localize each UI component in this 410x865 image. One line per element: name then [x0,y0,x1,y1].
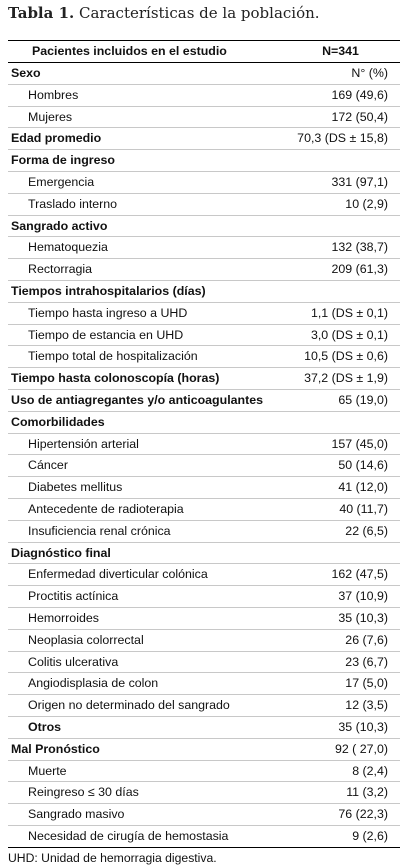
row-label: Sangrado activo [11,218,108,233]
row-label: Tiempos intrahospitalarios (días) [11,283,206,298]
table-row [8,564,400,586]
table-row [8,630,400,652]
row-value: 23 (6,7) [345,654,388,669]
footnote: UHD: Unidad de hemorragia digestiva. [8,851,217,865]
table-row [8,107,400,129]
row-value: 10 (2,9) [345,196,388,211]
row-value: N° (%) [351,66,388,80]
row-label: Hemorroides [28,610,99,625]
row-value: 3,0 (DS ± 0,1) [310,327,388,342]
table-row [8,826,400,848]
row-label: Origen no determinado del sangrado [28,698,230,713]
row-value: 17 (5,0) [345,676,388,691]
table-row [8,237,400,259]
table-row [8,739,400,761]
row-value: 11 (3,2) [346,785,388,800]
table-row [8,390,400,412]
row-value: 70,3 (DS ± 15,8) [297,131,388,146]
table-row [8,608,400,630]
table-row [8,586,400,608]
row-label: Comorbilidades [11,414,105,429]
row-label: Edad promedio [11,131,102,146]
table-row [8,804,400,826]
table-row [8,652,400,674]
row-label: Proctitis actínica [28,589,119,604]
row-value: 40 (11,7) [339,501,388,516]
header-patients: Pacientes incluidos en el estudio [32,44,227,58]
row-label: Traslado interno [28,196,118,211]
row-label: Sangrado masivo [28,807,125,822]
row-label: Cáncer [28,458,68,473]
row-label: Muerte [28,763,67,778]
table-row [8,63,400,85]
row-label: Hipertensión arterial [28,436,139,451]
population-table [8,40,400,848]
row-value: 162 (47,5) [331,567,388,582]
table-row [8,172,400,194]
row-label: Forma de ingreso [11,153,115,168]
table-caption [8,4,320,22]
row-label: Rectorragia [28,262,93,277]
row-value: 169 (49,6) [331,87,388,102]
row-value: 22 (6,5) [345,523,388,538]
row-value: 12 (3,5) [345,698,388,713]
row-value: 35 (10,3) [338,610,388,625]
row-value: 157 (45,0) [331,436,388,451]
table-row [8,521,400,543]
row-value: 35 (10,3) [338,719,388,734]
table-row [8,281,400,303]
table-row [8,761,400,783]
row-label: Diabetes mellitus [28,480,123,495]
row-value: 172 (50,4) [331,109,388,124]
table-row [8,194,400,216]
row-value: 41 (12,0) [338,480,388,495]
row-value: 37 (10,9) [338,589,388,604]
table-row [8,216,400,238]
table-row [8,455,400,477]
row-value: 331 (97,1) [331,174,388,189]
table-row [8,85,400,107]
row-value: 1,1 (DS ± 0,1) [310,305,388,320]
table-row [8,434,400,456]
table-row [8,695,400,717]
table-row [8,782,400,804]
table-row [8,259,400,281]
table-row [8,150,400,172]
row-value: 209 (61,3) [331,262,388,277]
row-label: Angiodisplasia de colon [28,676,159,691]
row-label: Mal Pronóstico [11,741,100,756]
row-label: Hematoquezia [28,240,108,255]
row-label: Hombres [28,87,79,102]
row-label: Diagnóstico final [11,545,111,560]
row-value: 132 (38,7) [331,240,388,255]
row-value: 50 (14,6) [338,458,388,473]
row-label: Insuficiencia renal crónica [28,523,171,538]
row-label: Antecedente de radioterapia [28,501,184,516]
row-label: Emergencia [28,174,95,189]
row-label: Colitis ulcerativa [28,654,119,669]
row-value: 8 (2,4) [352,763,388,778]
row-label: Tiempo de estancia en UHD [28,327,184,342]
row-value: 76 (22,3) [338,807,388,822]
table-row [8,303,400,325]
table-row [8,673,400,695]
table-title: Características de la población. [79,4,320,22]
table-row [8,346,400,368]
row-label: Mujeres [28,109,73,124]
table-row [8,499,400,521]
row-label: Enfermedad diverticular colónica [28,567,208,582]
table-number: Tabla 1. [8,4,75,22]
table-row [8,325,400,347]
row-label: Tiempo hasta colonoscopía (horas) [11,371,220,386]
row-label: Reingreso ≤ 30 días [28,785,139,800]
table-header [8,40,400,63]
row-label: Tiempo total de hospitalización [28,349,198,364]
row-label: Tiempo hasta ingreso a UHD [28,305,188,320]
row-value: 37,2 (DS ± 1,9) [304,371,388,386]
row-value: 9 (2,6) [352,828,388,843]
row-label: Neoplasia colorrectal [28,632,144,647]
row-value: 10,5 (DS ± 0,6) [304,349,388,364]
row-label: Necesidad de cirugía de hemostasia [28,828,229,843]
row-value: 26 (7,6) [345,632,388,647]
table-row [8,368,400,390]
table-row [8,412,400,434]
table-row [8,543,400,565]
table-body [8,63,400,848]
row-value: 65 (19,0) [338,392,388,407]
row-label: Uso de antiagregantes y/o anticoagulantes [11,392,264,407]
row-label: Otros [28,719,62,734]
row-label: Sexo [11,66,41,80]
header-n: N=341 [322,44,359,58]
table-row [8,477,400,499]
table-row [8,128,400,150]
table-row [8,717,400,739]
row-value: 92 ( 27,0) [334,741,388,756]
